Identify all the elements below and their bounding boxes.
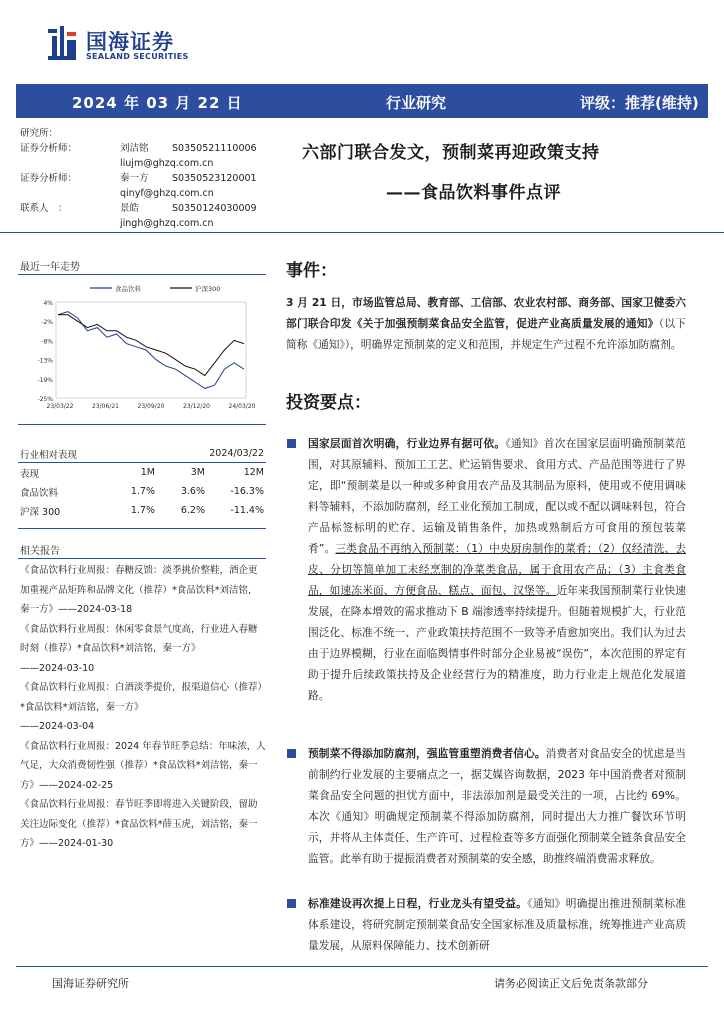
list-item[interactable]: 《食品饮料行业周报：2024 年春节旺季总结：年味浓，人气足，大众消费韧性强（推荐）*食品饮料*刘洁铭，秦一方》——2024-02-25 [20,740,266,791]
legend-label: 食品饮料 [115,285,141,293]
sidebar-divider [18,462,266,463]
report-title: 六部门联合发文，预制菜再迎政策支持 [302,143,600,163]
column-header: 1M [140,467,155,478]
footer-divider [16,966,708,967]
series-line [58,315,244,376]
point-paragraph-3: 标准建设再次提上日程，行业龙头有望受益。《通知》明确提出推进预制菜标准体系建设，将研究制定预制菜食品安全国家标准及质量标准，统筹推进产业高质量发展，从原料保障能力、技术创新研 [308,897,686,952]
column-header: 3M [190,467,205,478]
sidebar-divider [18,274,266,275]
list-item[interactable]: 《食品饮料行业周报：春糖反馈：淡季挑价整鞋，酒企更加重视产品矩阵和品牌文化（推荐）*食品饮料*刘洁铭，秦一方》——2024-03-18 [20,565,258,615]
analyst-info [20,126,257,231]
report-date: 2024 年 03 月 22 日 [72,94,243,112]
analyst-label: 证券分析师： [20,143,78,154]
footer-disclaimer: 请务必阅读正文后免责条款部分 [494,977,648,990]
analyst-id: S0350124030009 [172,203,257,214]
analyst-label: 证券分析师： [20,173,78,184]
company-logo-english: SEALAND SECURITIES [86,52,189,61]
points-heading: 投资要点： [286,393,371,413]
header-divider [0,232,724,233]
x-tick-label: 23/12/20 [183,403,210,410]
column-header: 表现 [20,468,40,480]
series-line [58,312,244,389]
bullet-icon [287,749,296,758]
table-row [20,501,264,520]
x-tick-label: 23/06/21 [92,403,119,410]
legend-label: 沪深300 [195,285,221,293]
table-cell: 3.6% [180,486,205,497]
x-tick-label: 23/09/20 [137,403,165,410]
analyst-name: 景皓 [120,203,140,214]
analyst-label: 联系人 ： [20,203,68,214]
analyst-label: 研究所： [20,128,59,139]
footer-left: 国海证券研究所 [52,977,129,990]
table-header-row [20,463,264,482]
analyst-id: S0350521110006 [172,143,257,154]
x-tick-label: 23/03/22 [46,403,74,410]
column-header: 12M [243,467,264,478]
table-row [20,482,264,501]
report-rating: 评级：推荐(维持) [580,94,699,112]
analyst-email[interactable]: liujm@ghzq.com.cn [120,158,214,169]
report-header-bar [16,84,708,118]
trend-heading: 最近一年走势 [20,262,80,273]
table-cell: 1.7% [130,505,155,516]
company-logo-text: 国海证券 [86,30,174,54]
trend-chart [20,280,264,416]
related-heading: 相关报告 [20,546,60,557]
table-cell: 1.7% [130,486,155,497]
sidebar-divider [18,558,266,559]
analyst-name: 秦一方 [120,173,149,184]
y-tick-label: -13% [37,357,53,365]
list-item[interactable]: 《食品饮料行业周报：春节旺季即将进入关键阶段，留助关注边际变化（推荐）*食品饮料*薛玉虎，刘洁铭，秦一方》——2024-01-30 [20,799,258,849]
analyst-email[interactable]: qinyf@ghzq.com.cn [120,188,214,199]
sidebar-divider [18,424,266,425]
related-reports-list [20,561,266,854]
table-cell: 6.2% [180,505,205,516]
event-paragraph: 3 月 21 日，市场监管总局、教育部、工信部、农业农村部、商务部、国家卫健委六部门联合印发《关于加强预制菜食品安全监管，促进产业高质量发展的通知》（以下简称《通知》），明确界定预制菜的定义和范围，并规定生产过程不允许添加防腐剂。 [286,296,686,351]
performance-date: 2024/03/22 [209,448,264,459]
chart-plot-frame [56,302,246,398]
y-tick-label: -2% [41,319,53,327]
analyst-email[interactable]: jingh@ghzq.com.cn [120,218,214,229]
point-paragraph-2: 预制菜不得添加防腐剂，强监管重塑消费者信心。消费者对食品安全的忧虑是当前制约行业发展的主要痛点之一，据艾媒咨询数据，2023 年中国消费者对预制菜食品安全问题的担忧方面中，非法添加剂是最受关注的一项，占比约 69%。本次《通知》明确规定预制菜不得添加防腐剂，同时提出大力推广餐饮环节明示，并将从主体责任、生产许可、过程检查等多方面强化预制菜全链条食品安全监管。此举有助于提振消费者对预制菜的安全感，助推终端消费需求释放。 [308,747,686,865]
report-subtitle: ——食品饮料事件点评 [386,183,561,203]
point-paragraph-1: 国家层面首次明确，行业边界有据可依。《通知》首次在国家层面明确预制菜范围，对其原辅料、预加工工艺、贮运销售要求、食用方式、产品范围等进行了界定，即“预制菜是以一种或多种食用农产品及其制品为原料，使用或不使用调味料等辅料，不添加防腐剂，经工业化预加工制成，配以或不配以调味料包，符合产品标签标明的贮存、运输及销售条件，加热或熟制后方可食用的预包装菜肴”。三类食品不再纳入预制菜：（1）中央厨房制作的菜肴；（2）仅经清洗、去皮、分切等简单加工未经烹制的净菜类食品，属于食用农产品；（3）主食类食品，如速冻米面、方便食品、糕点、面包、汉堡等。近年来我国预制菜行业快速发展，在降本增效的需求推动下 B 端渗透率持续提升。但随着规模扩大，行业范围泛化、标准不统一、产业政策扶持范围不一致等矛盾愈加突出。我们认为过去由于边界模糊，行业在面临舆情事件时部分企业易被“误伤”，本次范围的界定有助于提升后续政策扶持及企业经营行为的精准度，助力行业走上规范化发展道路。 [308,437,686,702]
analyst-id: S0350523120001 [172,173,257,184]
performance-heading: 行业相对表现 [20,449,78,461]
sealand-logo-icon [48,26,76,60]
analyst-name: 刘洁铭 [120,143,149,154]
bullet-icon [287,439,296,448]
table-cell: -11.4% [230,505,264,516]
list-item[interactable]: 《食品饮料行业周报：休闲零食景气度高，行业进入春糖时刻（推荐）*食品饮料*刘洁铭，秦一方》 ——2024-03-10 [20,623,258,674]
table-cell: 食品饮料 [20,487,59,499]
list-item[interactable]: 《食品饮料行业周报：白酒淡季提价，报渠道信心（推荐）*食品饮料*刘洁铭，秦一方》 ——2024-03-04 [20,682,263,732]
x-tick-label: 24/03/20 [228,403,256,410]
y-tick-label: -25% [37,396,53,403]
bullet-icon [287,899,296,908]
y-tick-label: 4% [43,300,53,307]
event-heading: 事件： [286,261,337,281]
table-cell: -16.3% [230,486,264,497]
report-type: 行业研究 [386,94,447,112]
y-tick-label: -8% [41,338,53,346]
table-cell: 沪深 300 [20,506,61,518]
performance-table [20,444,264,520]
sidebar-divider [18,528,266,529]
y-tick-label: -19% [37,376,53,384]
